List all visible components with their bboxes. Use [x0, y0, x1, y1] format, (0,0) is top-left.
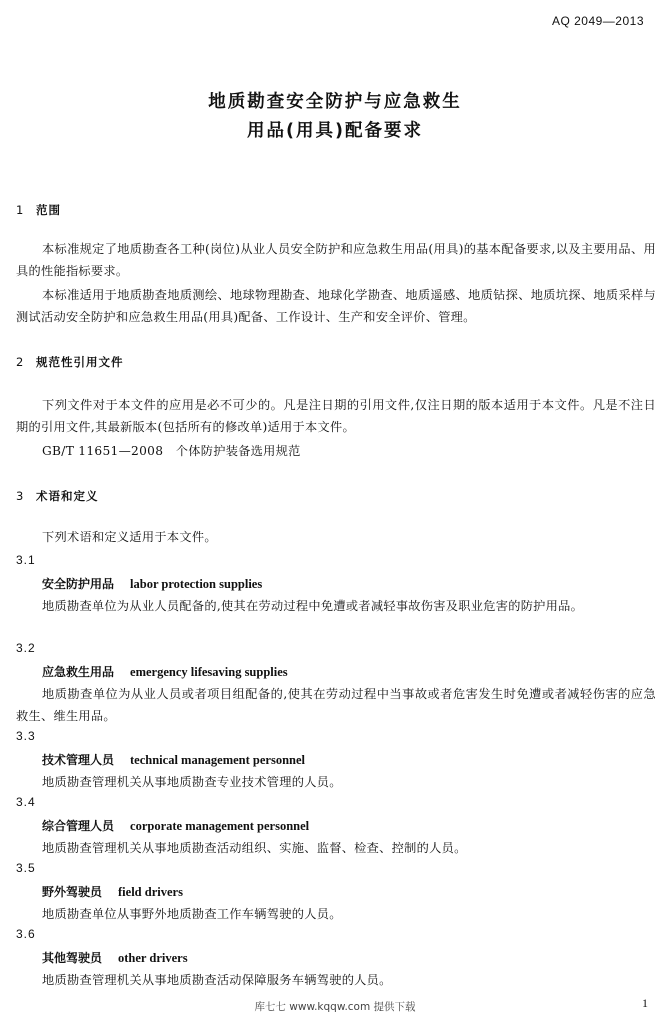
term-chinese: 技术管理人员	[42, 753, 115, 767]
paragraph: 下列文件对于本文件的应用是必不可少的。凡是注日期的引用文件,仅注日期的版本适用于本文件。凡是不注日期的引用文件,其最新版本(包括所有的修改单)适用于本文件。	[16, 398, 656, 434]
term-english: technical management personnel	[130, 753, 305, 767]
document-title-line-1: 地质勘查安全防护与应急救生	[208, 92, 462, 112]
term-entry	[42, 751, 305, 768]
term-english: labor protection supplies	[130, 577, 263, 591]
term-chinese: 综合管理人员	[42, 819, 115, 833]
section-title: 范围	[36, 203, 61, 217]
term-number: 3.2	[16, 641, 36, 655]
section-heading-scope	[16, 202, 61, 218]
term-entry	[42, 663, 288, 680]
term-chinese: 其他驾驶员	[42, 951, 103, 965]
term-definition: 地质勘查单位为从业人员或者项目组配备的,使其在劳动过程中当事故或者危害发生时免遭或者减轻伤害的应急救生、维生用品。	[16, 687, 656, 723]
term-definition: 地质勘查管理机关从事地质勘查活动组织、实施、监督、检查、控制的人员。	[42, 841, 467, 855]
term-definition: 地质勘查管理机关从事地质勘查专业技术管理的人员。	[42, 775, 342, 789]
section-heading-normative-references	[16, 354, 124, 370]
term-entry	[42, 817, 309, 834]
term-english: field drivers	[118, 885, 183, 899]
term-entry	[42, 575, 262, 592]
section-number: 2	[16, 355, 25, 369]
section-heading-terms-definitions	[16, 488, 99, 504]
term-definition: 地质勘查管理机关从事地质勘查活动保障服务车辆驾驶的人员。	[42, 973, 392, 987]
section-title: 术语和定义	[36, 489, 99, 503]
section-title: 规范性引用文件	[36, 355, 124, 369]
term-english: corporate management personnel	[130, 819, 310, 833]
download-watermark: 库七七 www.kqqw.com 提供下载	[254, 1001, 416, 1013]
reference-entry: GB/T 11651—2008 个体防护装备选用规范	[42, 444, 301, 458]
paragraph: 本标准适用于地质勘查地质测绘、地球物理勘查、地球化学勘查、地质遥感、地质钻探、地质坑探、地质采样与测试活动安全防护和应急救生用品(用具)配备、工作设计、生产和安全评价、管理。	[16, 288, 656, 324]
term-entry	[42, 949, 188, 966]
term-english: other drivers	[118, 951, 188, 965]
section-number: 1	[16, 203, 25, 217]
term-chinese: 应急救生用品	[42, 665, 115, 679]
section-intro: 下列术语和定义适用于本文件。	[42, 530, 217, 544]
term-number: 3.6	[16, 927, 36, 941]
standard-code: AQ 2049—2013	[551, 14, 644, 28]
term-number: 3.5	[16, 861, 36, 875]
term-number: 3.1	[16, 553, 36, 567]
term-entry	[42, 883, 183, 900]
section-number: 3	[16, 489, 25, 503]
term-number: 3.3	[16, 729, 36, 743]
term-definition: 地质勘查单位为从业人员配备的,使其在劳动过程中免遭或者减轻事故伤害及职业危害的防护用品。	[42, 599, 584, 613]
term-chinese: 野外驾驶员	[42, 885, 103, 899]
term-number: 3.4	[16, 795, 36, 809]
document-title-line-2: 用品(用具)配备要求	[247, 121, 423, 141]
page-number: 1	[642, 996, 648, 1010]
term-english: emergency lifesaving supplies	[130, 665, 288, 679]
term-chinese: 安全防护用品	[42, 577, 115, 591]
paragraph: 本标准规定了地质勘查各工种(岗位)从业人员安全防护和应急救生用品(用具)的基本配备要求,以及主要用品、用具的性能指标要求。	[16, 242, 656, 278]
term-definition: 地质勘查单位从事野外地质勘查工作车辆驾驶的人员。	[42, 907, 342, 921]
